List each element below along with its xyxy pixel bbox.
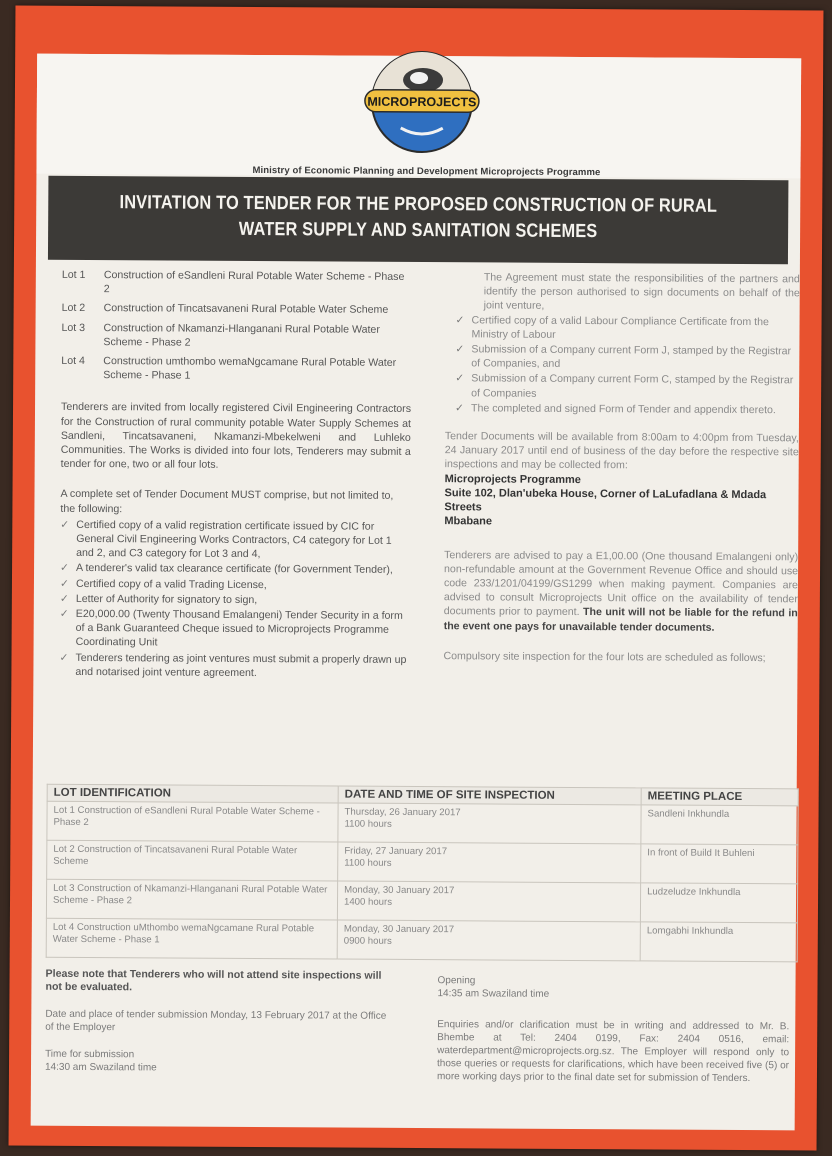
list-item <box>455 342 799 373</box>
checkmark-icon: ✓ <box>59 577 69 590</box>
checkmark-icon: ✓ <box>60 518 70 531</box>
inspection-time: 1100 hours <box>344 818 392 830</box>
intro-paragraph: Tenderers are invited from locally registered Civil Engineering Contractors for the Construction of rural community potable Water Supply Schemes at Sandleni, Tincatsavaneni, Nkamanzi-Mbekelweni and Luhleko Communities. The Works is divided into four lots, Tenderers may submit a tender for one, two or all four lots. <box>60 401 412 472</box>
requirement-text: Submission of a Company current Form J, stamped by the Registrar of Companies, and <box>471 343 792 371</box>
lot-item <box>62 301 412 317</box>
checkmark-icon: ✓ <box>455 372 465 385</box>
list-item <box>60 607 410 652</box>
date-cell <box>337 881 640 922</box>
lot-label: Lot 2 <box>61 302 86 315</box>
lot-list <box>61 268 412 385</box>
title-banner <box>48 176 788 265</box>
lot-item <box>62 268 412 299</box>
list-item <box>455 401 799 417</box>
left-column <box>59 268 412 682</box>
list-item <box>455 313 799 344</box>
footer-right <box>437 974 790 1085</box>
ministry-line: Ministry of Economic Planning and Development Microprojects Programme <box>252 164 601 179</box>
requirement-text: Certified copy of a valid Labour Compliance Certificate from the Ministry of Labour <box>471 313 769 341</box>
lot-description: Construction of eSandleni Rural Potable Water Scheme - Phase 2 <box>103 269 405 296</box>
requirement-text: Certified copy of a valid registration certificate issued by CIC for General Civil Engineering Works Contractors, C4 category for Lot 1 and 2, and C3 category for Lot 3 and 4, <box>76 518 392 561</box>
table-row <box>46 918 797 962</box>
requirements-list <box>59 518 410 681</box>
inspection-date: Friday, 27 January 2017 <box>344 845 448 858</box>
place-cell: Lomgabhi Inkhundla <box>640 922 797 962</box>
collection-address: Suite 102, Dlan'ubeka House, Corner of LaLufadlana & Mdada Streets <box>444 486 767 514</box>
requirement-text: Tenderers tendering as joint ventures must submit a properly drawn up and notarised joint venture agreement. <box>75 651 407 679</box>
list-item <box>455 372 799 403</box>
lot-description: Construction umthombo wemaNgcamane Rural Potable Water Scheme - Phase 1 <box>103 355 397 382</box>
date-cell <box>338 842 641 883</box>
lot-cell: Lot 1 Construction of eSandleni Rural Potable Water Scheme - Phase 2 <box>47 801 338 842</box>
requirements-intro: A complete set of Tender Document MUST comprise, but not limited to, the following: <box>60 488 394 515</box>
lot-cell: Lot 4 Construction uMthombo wemaNgcamane Rural Potable Water Scheme - Phase 1 <box>46 918 337 959</box>
lot-label: Lot 3 <box>61 321 86 334</box>
lot-description: Construction of Tincatsavaneni Rural Potable Water Scheme <box>103 302 389 317</box>
attendance-note: Please note that Tenderers who will not attend site inspections will not be evaluated. <box>45 967 382 994</box>
tender-notice-sheet <box>9 6 824 1151</box>
collection-office: Microprojects Programme <box>444 472 581 486</box>
inspection-time: 1100 hours <box>344 857 392 869</box>
lot-label: Lot 4 <box>61 354 85 367</box>
table-row <box>46 879 797 923</box>
inspection-time: 1400 hours <box>343 896 393 908</box>
submission-details: Date and place of tender submission Monday, 13 February 2017 at the Office of the Employer <box>45 1008 387 1034</box>
checkmark-icon: ✓ <box>60 562 69 575</box>
availability-text: Tender Documents will be available from 8:00am to 4:00pm from Tuesday, 24 January 2017 until end of business of the day before the respective site inspections and may be collected from: <box>444 430 799 472</box>
list-item <box>60 561 410 577</box>
date-cell <box>338 803 641 844</box>
submission-time-label: Time for submission <box>45 1048 135 1061</box>
refund-notice: The unit will not be liable for the refund in the event one pays for unavailable tender documents. <box>443 606 798 634</box>
list-item <box>60 518 410 563</box>
inspection-intro: Compulsory site inspection for the four lots are scheduled as follows; <box>443 650 766 664</box>
place-cell: Ludzeludze Inkhundla <box>640 883 797 923</box>
site-inspection-table <box>46 784 799 963</box>
inspection-date: Thursday, 26 January 2017 <box>344 806 461 819</box>
lot-cell: Lot 2 Construction of Tincatsavaneni Rural Potable Water Scheme <box>47 840 338 881</box>
inspection-date: Monday, 30 January 2017 <box>344 884 455 897</box>
list-item <box>60 592 410 608</box>
lot-cell: Lot 3 Construction of Nkamanzi-Hlanganani Rural Potable Water Scheme - Phase 2 <box>46 879 337 920</box>
checkmark-icon: ✓ <box>455 313 465 326</box>
checkmark-icon: ✓ <box>59 592 69 605</box>
column-header: MEETING PLACE <box>641 788 798 806</box>
title-line-1: INVITATION TO TENDER FOR THE PROPOSED CONSTRUCTION OF RURAL <box>119 192 718 217</box>
checkmark-icon: ✓ <box>455 343 465 356</box>
logo-wordmark: MICROPROJECTS <box>367 94 477 110</box>
collection-city: Mbabane <box>444 514 493 528</box>
column-header: DATE AND TIME OF SITE INSPECTION <box>338 786 641 805</box>
lot-item <box>61 354 411 385</box>
microprojects-logo <box>361 50 484 155</box>
opening-label: Opening <box>437 975 476 987</box>
right-column <box>443 270 799 675</box>
lot-description: Construction of Nkamanzi-Hlanganani Rural Potable Water Scheme - Phase 2 <box>103 321 380 349</box>
requirement-text: Submission of a Company current Form C, stamped by the Registrar of Companies <box>471 372 794 400</box>
date-cell <box>337 920 640 961</box>
opening-value: 14:35 am Swaziland time <box>437 988 550 1000</box>
lot-label: Lot 1 <box>61 268 86 281</box>
enquiries-text: Enquiries and/or clarification must be in writing and addressed to Mr. B. Bhembe at Tel: 2404 0199, Fax: 2404 0516, email: waterdepartment@microprojects.org.sz. The Employer will respond only to those queries or requests for clarifications, which have been received five (5) or more working days prior to the final date set for submission of Tenders. <box>436 1019 790 1085</box>
table-row <box>47 840 798 884</box>
inspection-time: 0900 hours <box>343 935 392 947</box>
place-cell: In front of Build It Buhleni <box>641 844 798 884</box>
agreement-text: The Agreement must state the responsibilities of the partners and identify the person authorised to sign documents on behalf of the joint venture, <box>483 271 800 313</box>
list-item <box>59 650 409 681</box>
lot-item <box>61 320 411 351</box>
place-cell: Sandleni Inkhundla <box>641 805 798 845</box>
inspection-date: Monday, 30 January 2017 <box>343 923 455 936</box>
title-line-2: WATER SUPPLY AND SANITATION SCHEMES <box>238 218 598 243</box>
payment-text: Tenderers are advised to pay a E1,00.00 (One thousand Emalangeni only) non-refundable amount at the Government Revenue Office and should use code 233/1201/04199/GS1299 when making payment. Companies are advised to consult Microprojects Unit office on the availability of tender documents prior to payment. <box>443 548 799 619</box>
requirement-text: The completed and signed Form of Tender and appendix thereto. <box>471 402 776 417</box>
table-row <box>47 801 798 845</box>
requirement-text: Certified copy of a valid Trading License, <box>75 577 267 591</box>
submission-time-value: 14:30 am Swaziland time <box>44 1061 157 1074</box>
footer-left <box>45 968 396 1076</box>
column-header: LOT IDENTIFICATION <box>47 784 338 803</box>
checkmark-icon: ✓ <box>455 402 464 415</box>
list-item <box>60 576 410 592</box>
requirement-text: Letter of Authority for signatory to sign, <box>75 592 258 606</box>
checkmark-icon: ✓ <box>59 651 69 664</box>
requirement-text: A tenderer's valid tax clearance certificate (for Government Tender), <box>76 562 393 577</box>
checkmark-icon: ✓ <box>59 607 69 620</box>
right-checklist <box>445 313 800 418</box>
requirement-text: E20,000.00 (Twenty Thousand Emalangeni) Tender Security in a form of a Bank Guaranteed Cheque issued to Microprojects Programme Coordinating Unit <box>75 607 403 649</box>
payment-paragraph <box>444 548 799 635</box>
